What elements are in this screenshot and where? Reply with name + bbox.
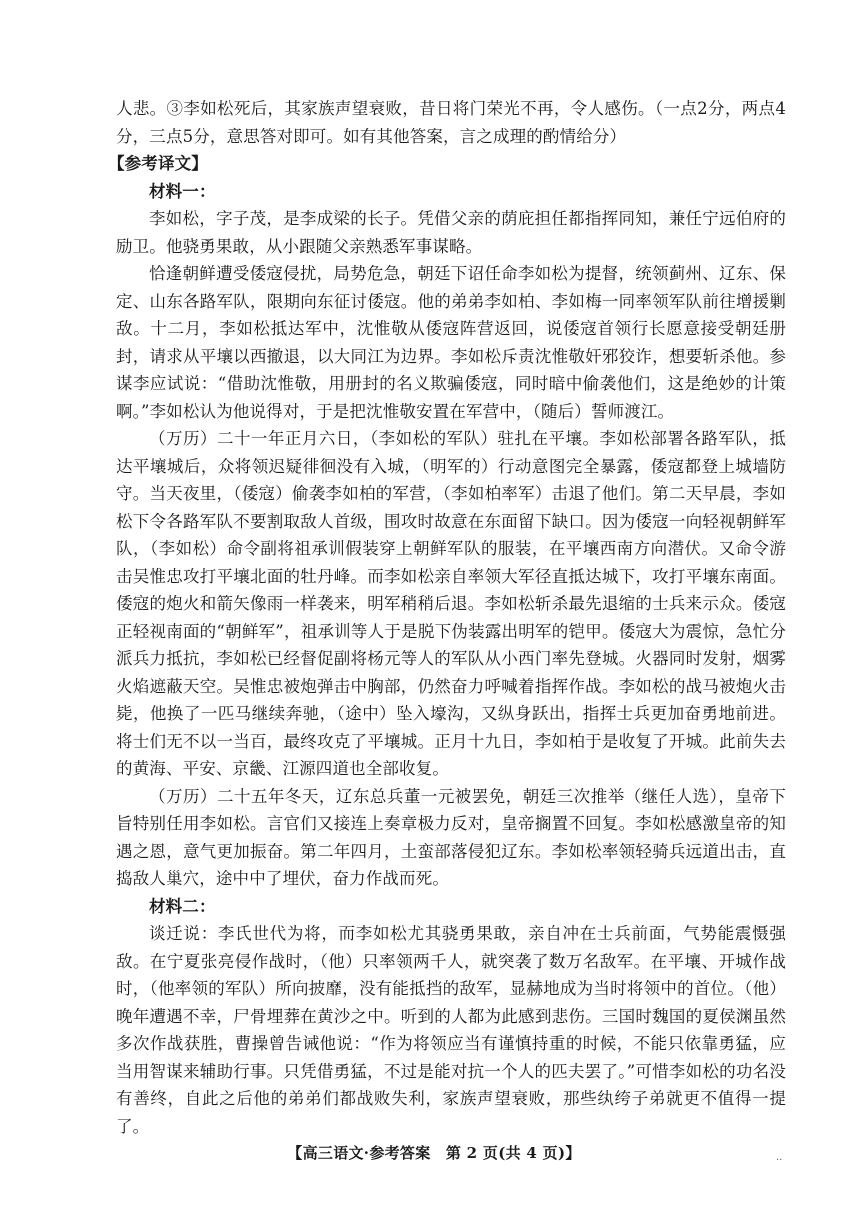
material1-paragraph: （万历）二十一年正月六日，（李如松的军队）驻扎在平壤。李如松部署各路军队，抵达平壤城后，众将领迟疑徘徊没有入城，（明军的）行动意图完全暴露，倭寇都登上城墙防守。当天夜里，（倭寇）偷袭李如柏的军营，（李如柏率军）击退了他们。第二天早晨，李如松下令各路军队不要割取敌人首级，围攻时故意在东面留下缺口。因为倭寇一向轻视朝鲜军队，（李如松）命令副将祖承训假装穿上朝鲜军队的服装，在平壤西南方向潜伏。又命令游击吴惟忠攻打平壤北面的牡丹峰。而李如松亲自率领大军径直抵达城下，攻打平壤东南面。倭寇的炮火和箭矢像雨一样袭来，明军稍稍后退。李如松斩杀最先退缩的士兵来示众。倭寇正轻视南面的“朝鲜军”，祖承训等人于是脱下伪装露出明军的铠甲。倭寇大为震惊，急忙分派兵力抵抗，李如松已经督促副将杨元等人的军队从小西门率先登城。火器同时发射，烟雾火焰遮蔽天空。吴惟忠被炮弹击中胸部，仍然奋力呼喊着指挥作战。李如松的战马被炮火击毙，他换了一匹马继续奔驰，（途中）坠入壕沟，又纵身跃出，指挥士兵更加奋勇地前进。将士们无不以一当百，最终攻克了平壤城。正月十九日，李如柏于是收复了开城。此前失去的黄海、平安、京畿、江源四道也全部收复。 xyxy=(116,429,786,778)
material2-paragraph: 谈迁说：李氏世代为将，而李如松尤其骁勇果敢，亲自冲在士兵前面，气势能震慑强敌。在宁夏张亮侵作战时，（他）只率领两千人，就突袭了数万名敌军。在平壤、开城作战时，（他率领的军队）所向披靡，没有能抵挡的敌军，显赫地成为当时将领中的首位。（他）晚年遭遇不幸，尸骨埋葬在黄沙之中。听到的人都为此感到悲伤。三国时魏国的夏侯渊虽然多次作战获胜，曹操曾告诫他说：“作为将领应当有谨慎持重的时候，不能只依靠勇猛，应当用智谋来辅助行事。只凭借勇猛，不过是能对抗一个人的匹夫罢了。”可惜李如松的功名没有善终，自此之后他的弟弟们都战败失利，家族声望衰败，那些纨绔子弟就更不值得一提了。 xyxy=(116,924,786,1136)
answer-tail: 人悲。③李如松死后，其家族声望衰败，昔日将门荣光不再，令人感伤。（一点2分，两点4分，三点5分，意思答对即可。如有其他答案，言之成理的酌情给分） xyxy=(116,99,786,146)
page-content xyxy=(108,95,786,1140)
material1-paragraph: 恰逢朝鲜遭受倭寇侵扰，局势危急，朝廷下诏任命李如松为提督，统领蓟州、辽东、保定、山东各路军队，限期向东征讨倭寇。他的弟弟李如柏、李如梅一同率领军队前往增援剿敌。十二月，李如松抵达军中，沈惟敬从倭寇阵营返回，说倭寇首领行长愿意接受朝廷册封，请求从平壤以西撤退，以大同江为边界。李如松斥责沈惟敬奸邪狡诈，想要斩杀他。参谋李应试说：“借助沈惟敬，用册封的名义欺骗倭寇，同时暗中偷袭他们，这是绝妙的计策啊。”李如松认为他说得对，于是把沈惟敬安置在军营中，（随后）誓师渡江。 xyxy=(116,264,786,421)
material1-paragraph: （万历）二十五年冬天，辽东总兵董一元被罢免，朝廷三次推举（继任人选），皇帝下旨特别任用李如松。言官们又接连上奏章极力反对，皇帝搁置不回复。李如松感激皇帝的知遇之恩，意气更加振奋。第二年四月，土蛮部落侵犯辽东。李如松率领轻骑兵远道出击，直捣敌人巢穴，途中中了埋伏，奋力作战而死。 xyxy=(116,786,786,888)
corner-mark: .. xyxy=(776,1152,783,1163)
page-footer: 【高三语文·参考答案 第 2 页(共 4 页)】 xyxy=(287,1144,581,1162)
translation-heading: 【参考译文】 xyxy=(108,154,208,173)
material1-paragraph: 李如松，字子茂，是李成梁的长子。凭借父亲的荫庇担任都指挥同知，兼任宁远伯府的励卫。他骁勇果敢，从小跟随父亲熟悉军事谋略。 xyxy=(116,209,786,256)
material2-heading: 材料二： xyxy=(149,896,216,916)
material1-heading: 材料一： xyxy=(149,181,216,201)
